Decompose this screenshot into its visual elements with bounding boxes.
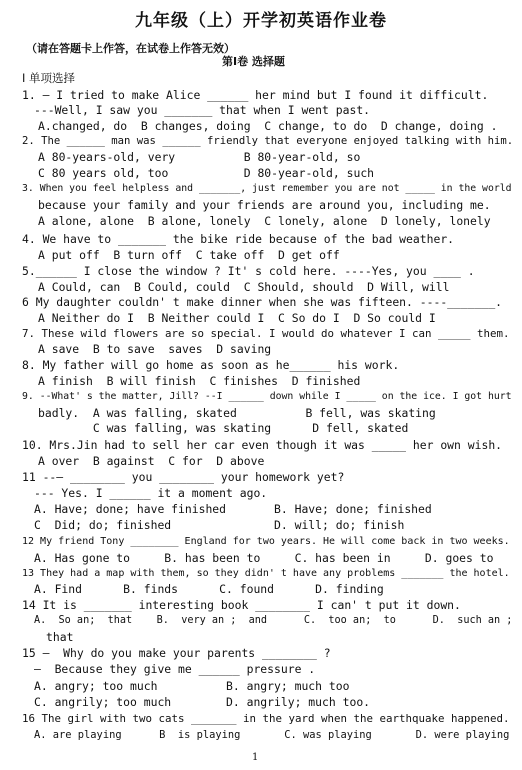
question-line: 5.______ I close the window ? It' s cold here. ----Yes, you ____ . [22, 264, 475, 278]
options-line: A put off B turn off C take off D get off [38, 248, 340, 262]
section-heading: Ⅰ 单项选择 [22, 71, 76, 85]
question-line: 7. These wild flowers are so special. I would do whatever I can _____ them. [22, 327, 510, 340]
question-line: because your family and your friends are around you, including me. [38, 198, 491, 212]
question-line: 9. --What' s the matter, Jill? --I ______ down while I _____ on the ice. I got hurt [22, 391, 512, 402]
question-line: ---Well, I saw you _______ that when I went past. [34, 103, 371, 117]
page-number: 1 [252, 752, 259, 763]
part-heading: 第Ⅰ卷 选择题 [222, 55, 285, 68]
question-line: 4. We have to _______ the bike ride because of the bad weather. [22, 232, 455, 246]
options-line: A Neither do I B Neither could I C So do I D So could I [38, 311, 436, 325]
options-line: A 80-years-old, very B 80-year-old, so [38, 150, 361, 164]
options-line: A. angry; too much B. angry; much too [34, 679, 350, 693]
options-line: A. Have; done; have finished B. Have; done; finished [34, 502, 432, 516]
question-line: 6 My daughter couldn' t make dinner when she was fifteen. ----_______. [22, 295, 503, 309]
options-line: C 80 years old, too D 80-year-old, such [38, 166, 375, 180]
options-line: A.changed, do B changes, doing C change, to do D change, doing . [38, 119, 498, 133]
answer-sheet-note: （请在答题卡上作答，在试卷上作答无效） [26, 42, 235, 55]
question-line: 12 My friend Tony ________ England for two years. He will come back in two weeks. [22, 536, 510, 547]
question-line: 16 The girl with two cats _______ in the yard when the earthquake happened. [22, 712, 510, 725]
options-line: A finish B will finish C finishes D finished [38, 374, 361, 388]
options-line: A. Find B. finds C. found D. finding [34, 582, 384, 596]
options-line: A. are playing B is playing C. was playing D. were playing [34, 729, 510, 741]
options-line: A. Has gone to B. has been to C. has been in D. goes to [34, 551, 494, 565]
options-line: A Could, can B Could, could C Should, should D Will, will [38, 280, 450, 294]
question-line: 8. My father will go home as soon as he______ his work. [22, 358, 400, 372]
options-line: badly. A was falling, skated B fell, was skating [38, 406, 436, 420]
question-line: --- Yes. I ______ it a moment ago. [34, 486, 268, 500]
page-title: 九年级（上）开学初英语作业卷 [135, 11, 387, 31]
options-line: A over B against C for D above [38, 454, 265, 468]
question-line: 15 — Why do you make your parents ________ ? [22, 646, 331, 660]
question-line: — Because they give me ______ pressure . [34, 662, 316, 676]
options-line: A alone, alone B alone, lonely C lonely, alone D lonely, lonely [38, 214, 491, 228]
options-line: C Did; do; finished D. will; do; finish [34, 518, 405, 532]
options-line: C. angrily; too much D. angrily; much too. [34, 695, 371, 709]
question-line: 1. — I tried to make Alice ______ her mind but I found it difficult. [22, 88, 489, 102]
question-line: 10. Mrs.Jin had to sell her car even though it was _____ her own wish. [22, 438, 503, 452]
question-line: 3. When you feel helpless and _______, just remember you are not _____ in the world [22, 183, 512, 194]
question-line: 11 --— ________ you ________ your homework yet? [22, 470, 345, 484]
question-line: 2. The ______ man was ______ friendly that everyone enjoyed talking with him. [22, 135, 514, 147]
question-line: 13 They had a map with them, so they didn' t have any problems _______ the hotel. [22, 568, 510, 579]
question-line: 14 It is _______ interesting book ________ I can' t put it down. [22, 598, 461, 612]
options-line: that [46, 630, 74, 644]
options-line: A save B to save saves D saving [38, 342, 272, 356]
options-line: A. So an; that B. very an ; and C. too an; to D. such an ; [34, 615, 513, 626]
options-line: C was falling, was skating D fell, skated [38, 421, 409, 435]
